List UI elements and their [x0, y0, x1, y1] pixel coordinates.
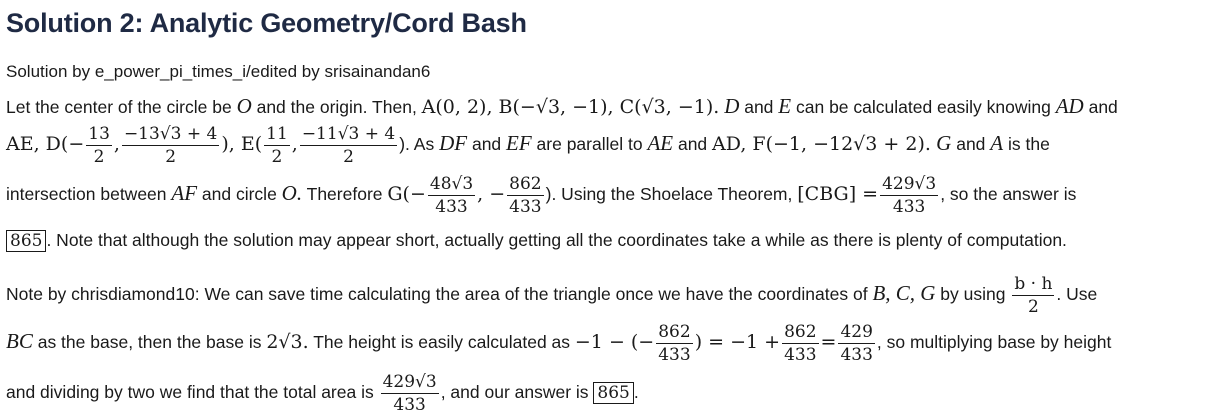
fraction-denominator: 433 [658, 345, 691, 365]
fraction-total-area [381, 372, 439, 415]
text: . Note that although the solution may appear short, actually getting all the coordinates take a while as there is plenty of computation. [46, 230, 1067, 250]
math-G-open: G(− [387, 183, 426, 206]
note-line-2 [6, 322, 1111, 365]
paragraph-line-1 [6, 94, 1118, 119]
solution-heading: Solution 2: Analytic Geometry/Cord Bash [6, 8, 527, 38]
math-AF: AF [171, 181, 198, 206]
fraction-denominator: 433 [892, 197, 926, 217]
fraction-h3 [838, 322, 874, 365]
text: and dividing by two we find that the total area is [6, 382, 379, 403]
text: Note by chrisdiamond10: We can save time calculating the area of the triangle once we have the coordinates of [6, 284, 873, 305]
fraction-denominator: 2 [271, 147, 283, 167]
math-CBG: [CBG] = [797, 183, 879, 206]
fraction-denominator: 2 [93, 147, 105, 167]
fraction-h1 [656, 322, 692, 365]
text: and [739, 97, 779, 117]
text: by using [935, 284, 1011, 305]
fraction-denominator: 433 [393, 395, 426, 415]
text: is the [1003, 134, 1050, 155]
fraction-denominator: 433 [784, 345, 817, 365]
math-AD: AD [1055, 94, 1084, 118]
author-credit [6, 60, 430, 84]
math-BCG: B, C, G [872, 281, 936, 306]
text: and circle [197, 184, 282, 205]
fraction-denominator: 433 [840, 345, 873, 365]
text: can be calculated easily knowing [791, 97, 1056, 117]
math-AE-D: AE, D(− [6, 133, 85, 156]
fraction-numerator: −11√3 + 4 [301, 124, 396, 144]
fraction-denominator: 2 [165, 147, 177, 167]
note-line-3 [6, 372, 639, 415]
text: and [673, 134, 713, 155]
fraction-denominator: 2 [1027, 297, 1039, 317]
fraction-numerator: 862 [509, 174, 542, 194]
math-DF: DF [439, 131, 468, 156]
math-G: G [930, 131, 952, 156]
math-EF: EF [506, 131, 532, 156]
text: . [633, 382, 639, 403]
boxed-answer: 865 [6, 230, 46, 252]
text: and [951, 134, 991, 155]
text: , so multiplying base by height [876, 332, 1112, 353]
fraction-Ey [300, 124, 397, 167]
fraction-Gx [428, 174, 475, 217]
math-O: O. [281, 181, 303, 206]
math-equals: = [820, 331, 837, 354]
fraction-numerator: 13 [88, 124, 110, 144]
text: and the origin. Then, [251, 97, 422, 117]
text: , so the answer is [940, 184, 1077, 205]
paragraph-line-2: AE, D(− $\frac{13}{2}$ , $\frac{-13√3 + 4}{2}$ ), E( $\frac{11}{2}$ , $\frac{-11√3 + 4}{2}$ ). As DF and EF are parallel to AE and AD, F(−1, −12√3 + 2). G and A is the [6, 124, 1050, 167]
fraction-numerator: 429√3 [382, 372, 437, 392]
fraction-numerator: 11 [266, 124, 288, 144]
fraction-h2 [782, 322, 818, 365]
fraction-Dx [86, 124, 112, 167]
fraction-denominator: 433 [509, 197, 542, 217]
text: ). As [399, 134, 440, 155]
math-AD-F: AD, F(−1, −12√3 + 2). [712, 133, 931, 156]
text: as the base, then the base is [32, 332, 267, 353]
math-E: E [778, 94, 792, 118]
text: intersection between [6, 184, 172, 205]
paragraph-line-3: intersection between AF and circle O. Therefore G(− $\frac{48√3}{433}$ , − $\frac{862}{433}$ ). Using the Shoelace Theorem, [CBG] = $\frac{429√3}{433}$ , so the answer is [6, 174, 1077, 217]
fraction-numerator: 429 [840, 322, 873, 342]
math-AE: AE [647, 131, 674, 156]
fraction-denominator: 2 [343, 147, 354, 167]
math-O: O [236, 94, 252, 118]
fraction-numerator: 48√3 [429, 174, 474, 194]
fraction-numerator: b · h [1014, 274, 1053, 294]
fraction-numerator: 429√3 [882, 174, 937, 194]
text: and [467, 134, 507, 155]
paragraph-line-4 [6, 228, 1067, 253]
fraction-numerator: 862 [784, 322, 817, 342]
text: ). Using the Shoelace Theorem, [545, 184, 798, 205]
fraction-numerator: −13√3 + 4 [123, 124, 218, 144]
text: Let the center of the circle be [6, 97, 237, 117]
math-D: D [724, 94, 740, 118]
text: are parallel to [531, 134, 648, 155]
text: Therefore [302, 184, 388, 205]
math-base: 2√3. [266, 331, 309, 354]
fraction-Gy [507, 174, 543, 217]
math-coords-abc: A(0, 2), B(−√3, −1), C(√3, −1). [421, 96, 720, 118]
boxed-answer: 865 [593, 382, 633, 404]
credit-text: Solution by e_power_pi_times_i/edited by srisainandan6 [6, 62, 431, 81]
math-A: A [990, 131, 1004, 156]
fraction-denominator: 433 [435, 197, 468, 217]
math-E-open: ), E( [221, 133, 263, 156]
math-height-expr: ) = −1 + [694, 331, 781, 354]
fraction-area [880, 174, 938, 217]
math-height-expr: −1 − (− [574, 331, 655, 354]
fraction-Ex [264, 124, 290, 167]
fraction-Dy [122, 124, 219, 167]
fraction-bh [1012, 274, 1054, 317]
text: , and our answer is [440, 382, 594, 403]
text: . Use [1056, 284, 1098, 305]
note-line-1 [6, 274, 1097, 317]
math-BC: BC [6, 329, 33, 354]
text: and [1083, 97, 1118, 117]
text: The height is easily calculated as [308, 332, 575, 353]
fraction-numerator: 862 [658, 322, 691, 342]
